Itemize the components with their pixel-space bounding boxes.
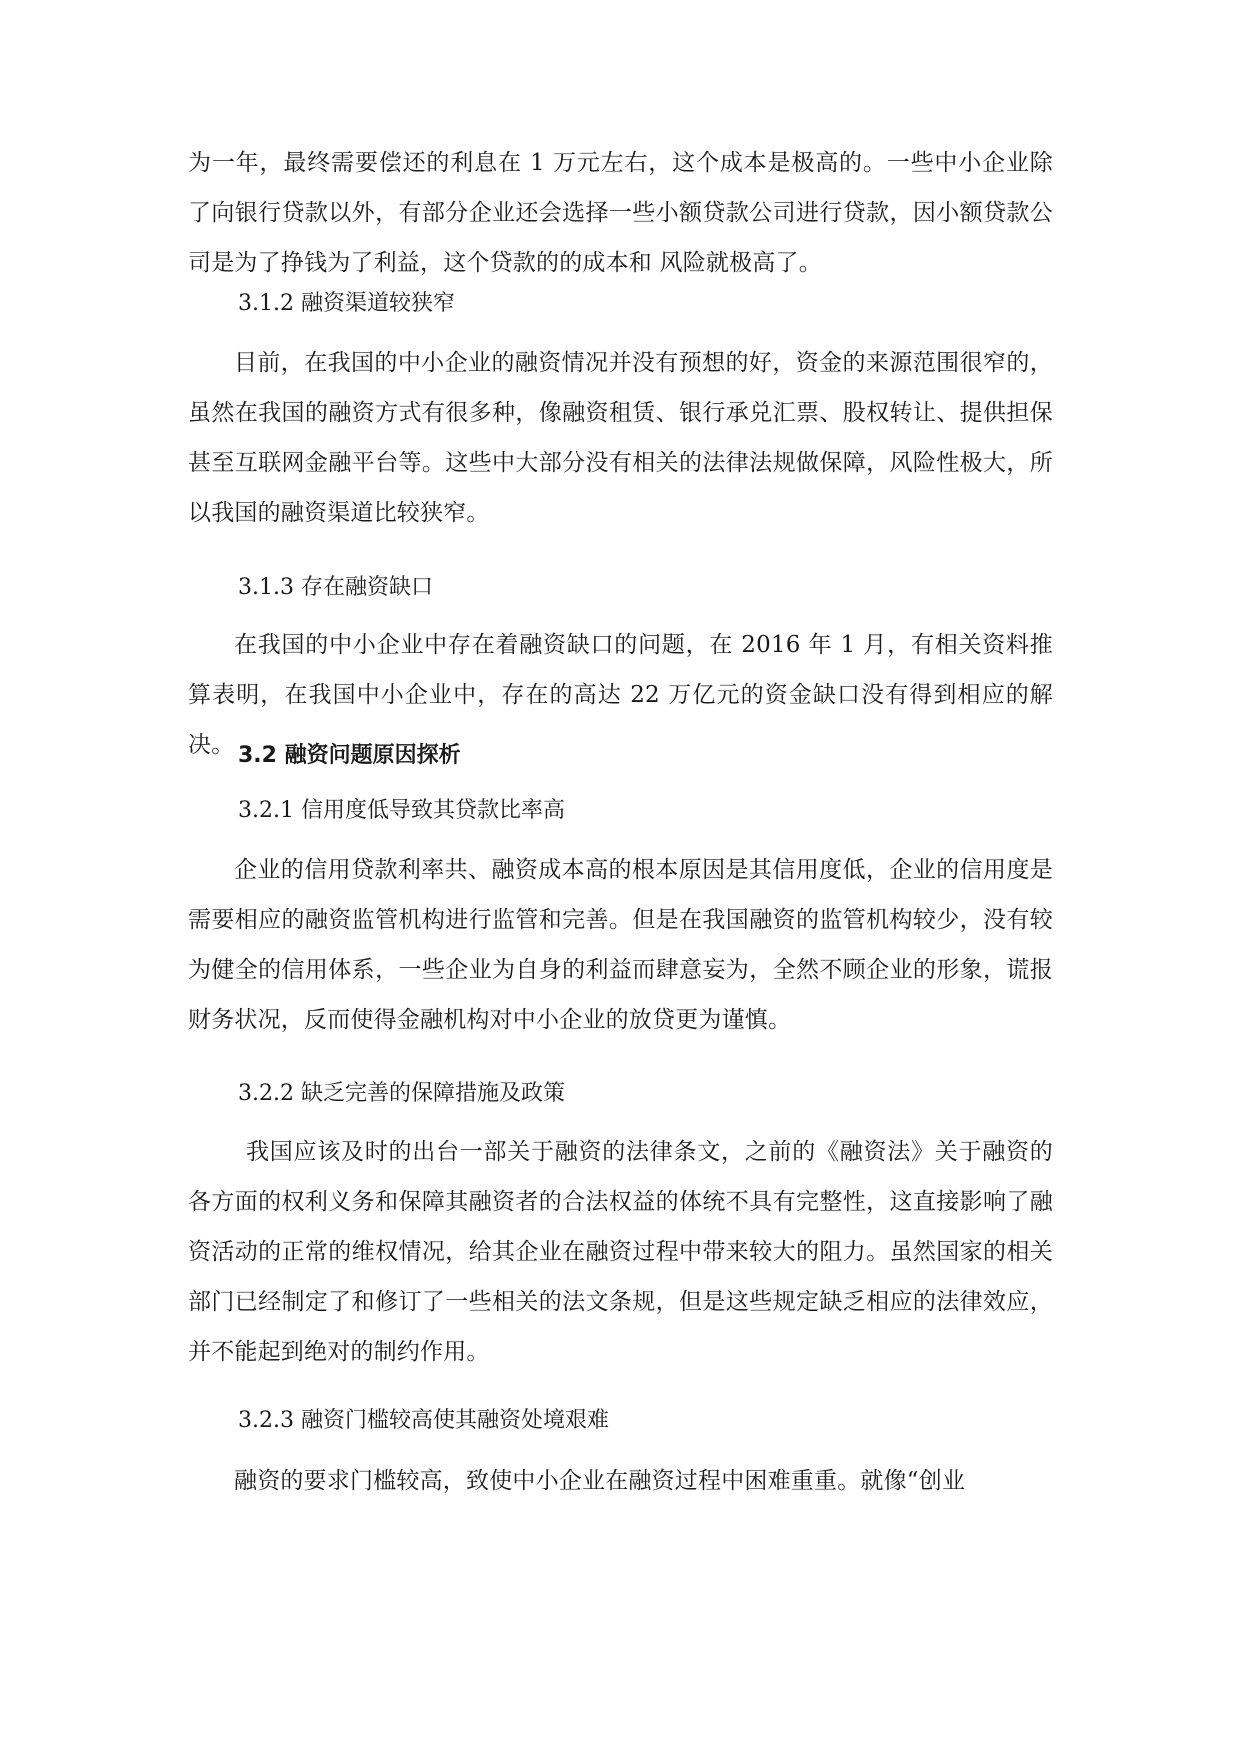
heading-3-2: 3.2 融资问题原因探析 — [238, 743, 461, 768]
subheading-3-1-2: 3.1.2 融资渠道较狭窄 — [238, 291, 455, 316]
subheading-3-2-1: 3.2.1 信用度低导致其贷款比率高 — [238, 798, 565, 823]
paragraph-loan-cost: 为一年，最终需要偿还的利息在 1 万元左右，这个成本是极高的。一些中小企业除了向银行贷款以外，有部分企业还会选择一些小额贷款公司进行贷款，因小额贷款公司是为了挣钱为了利益，这个贷款的的成本和 风险就极高了。 — [188, 150, 1053, 276]
subheading-3-2-3: 3.2.3 融资门槛较高使其融资处境艰难 — [238, 1408, 609, 1433]
paragraph-narrow-channels: 目前，在我国的中小企业的融资情况并没有预想的好，资金的来源范围很窄的，虽然在我国的融资方式有很多种，像融资租赁、银行承兑汇票、股权转让、提供担保甚至互联网金融平台等。这些中大部分没有相关的法律法规做保障，风险性极大，所以我国的融资渠道比较狭窄。 — [188, 350, 1053, 526]
subheading-3-1-3: 3.1.3 存在融资缺口 — [238, 575, 433, 600]
paragraph-credit-rating: 企业的信用贷款利率共、融资成本高的根本原因是其信用度低，企业的信用度是需要相应的融资监管机构进行监管和完善。但是在我国融资的监管机构较少，没有较为健全的信用体系，一些企业为自身的利益而肆意妄为，全然不顾企业的形象，谎报财务状况，反而使得金融机构对中小企业的放贷更为谨慎。 — [188, 857, 1053, 1033]
paragraph-high-threshold: 融资的要求门槛较高，致使中小企业在融资过程中困难重重。就像“创业 — [234, 1468, 966, 1494]
paragraph-legal-guarantee: 我国应该及时的出台一部关于融资的法律条文，之前的《融资法》关于融资的各方面的权利义务和保障其融资者的合法权益的体统不具有完整性，这直接影响了融资活动的正常的维权情况，给其企业在融资过程中带来较大的阻力。虽然国家的相关部门已经制定了和修订了一些相关的法文条规，但是这些规定缺乏相应的法律效应，并不能起到绝对的制约作用。 — [188, 1139, 1053, 1365]
paragraph-funding-gap: 在我国的中小企业中存在着融资缺口的问题，在 2016 年 1 月，有相关资料推算表明，在我国中小企业中，存在的高达 22 万亿元的资金缺口没有得到相应的解决。 — [188, 632, 1053, 758]
subheading-3-2-2: 3.2.2 缺乏完善的保障措施及政策 — [238, 1081, 565, 1106]
